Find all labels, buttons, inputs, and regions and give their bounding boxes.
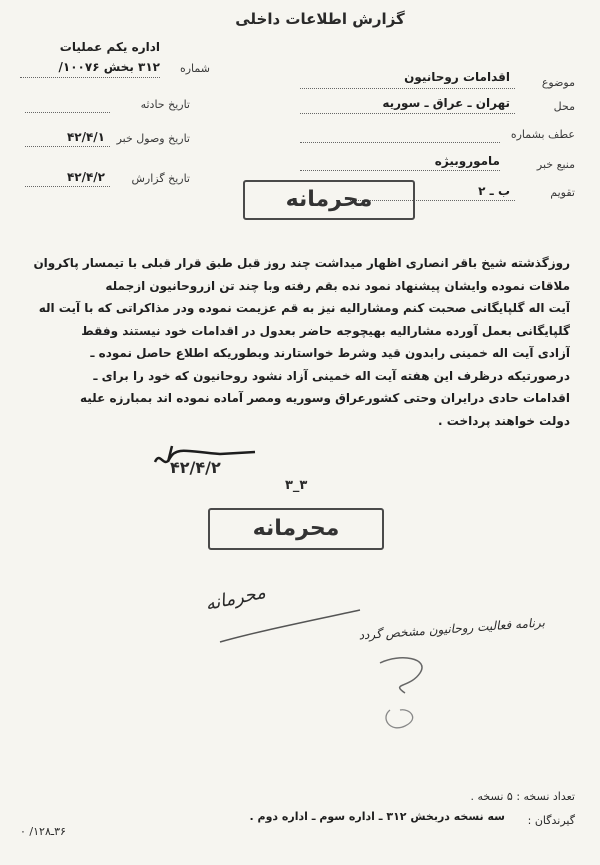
- incident-date-label: تاریخ حادثه: [140, 98, 190, 111]
- department-value: اداره یکم عملیات: [59, 40, 160, 54]
- handwritten-annotation: برنامه فعالیت روحانیون مشخص گردد: [358, 615, 546, 643]
- location-label: محل: [553, 100, 575, 113]
- initials-scribble: [360, 648, 460, 738]
- location-value: تهران ـ عراق ـ سوریه: [382, 96, 510, 110]
- body-line: ملاقات نموده وایشان پیشنهاد نمود نده بقم رفته وبا چند تن ازروحانیون ازجمله: [105, 278, 570, 293]
- number-underline: [20, 77, 160, 78]
- receipt-date-underline: [25, 146, 110, 147]
- number-value: ۳۱۲ بخش ۱۰۰۷۶/: [58, 60, 160, 74]
- body-line: آزادی آیت اله خمینی رابدون قید وشرط خواستارند وبطوریکه اطلاع حاصل نموده ـ: [90, 346, 570, 360]
- reference-label: عطف بشماره: [510, 128, 575, 141]
- body-line: روزگذشته شیخ باقر انصاری اظهار میداشت چند روز قبل طبق قرار قبلی با تیمسار پاکروان: [33, 256, 570, 270]
- subject-label: موضوع: [541, 76, 575, 89]
- classification-stamp-top: محرمانه: [243, 180, 415, 220]
- incident-date-underline: [25, 112, 110, 113]
- receipt-date-value: ۴۲/۴/۱: [66, 130, 105, 144]
- annotation-stroke: [215, 602, 365, 662]
- subject-underline: [300, 88, 515, 89]
- body-line: دولت خواهند پرداخت .: [438, 413, 570, 428]
- report-title: گزارش اطلاعات داخلی: [235, 10, 405, 28]
- recipients-value: سه نسخه دربخش ۳۱۲ ـ اداره سوم ـ اداره دوم .: [249, 810, 505, 823]
- body-line: اقدامات حادی درایران وحتی کشورعراق وسوریه ومصر آماده نموده اند بمبارزه علیه: [80, 391, 570, 405]
- classification-stamp-bottom: محرمانه: [208, 508, 384, 550]
- report-date-label: تاریخ گزارش: [131, 172, 190, 185]
- report-date-underline: [25, 186, 110, 187]
- copies-count: تعداد نسخه : ۵ نسخه .: [470, 790, 575, 803]
- body-line: درصورتیکه درظرف این هفته آیت اله خمینی آزاد نشود روحانیون که خود را برای ـ: [93, 368, 570, 383]
- source-underline: [300, 170, 500, 171]
- source-label: منبع خبر: [536, 158, 575, 171]
- receipt-date-label: تاریخ وصول خبر: [116, 132, 190, 145]
- body-line: گلپایگانی بعمل آورده مشارالیه بهیچوجه حاضر بعدول در اقدامات خود نیستند وفقط: [81, 323, 570, 338]
- report-body: [30, 252, 570, 432]
- handwritten-date: ۴۲/۴/۲: [170, 458, 221, 477]
- body-line: آیت اله گلپایگانی صحبت کنم ومشارالیه نیز به قم عزیمت نموده ودر مذاکراتی که با آیت اله: [38, 301, 570, 315]
- location-underline: [300, 113, 515, 114]
- subject-value: اقدامات روحانیون: [404, 70, 510, 84]
- archive-reference: ۳۶ـ۱۲۸/ ۰: [20, 825, 66, 838]
- number-label: شماره: [179, 62, 210, 75]
- evaluation-value: ب ـ ۲: [478, 184, 510, 198]
- evaluation-label: تقویم: [550, 186, 575, 199]
- reference-underline: [300, 142, 500, 143]
- report-date-value: ۴۲/۴/۲: [66, 170, 105, 184]
- handwritten-note: محرمانه: [203, 581, 268, 616]
- source-value: ماموروبیژه: [434, 154, 500, 168]
- handwritten-mark: ۳_۳: [285, 478, 308, 493]
- recipients-label: گیرندگان :: [527, 814, 575, 827]
